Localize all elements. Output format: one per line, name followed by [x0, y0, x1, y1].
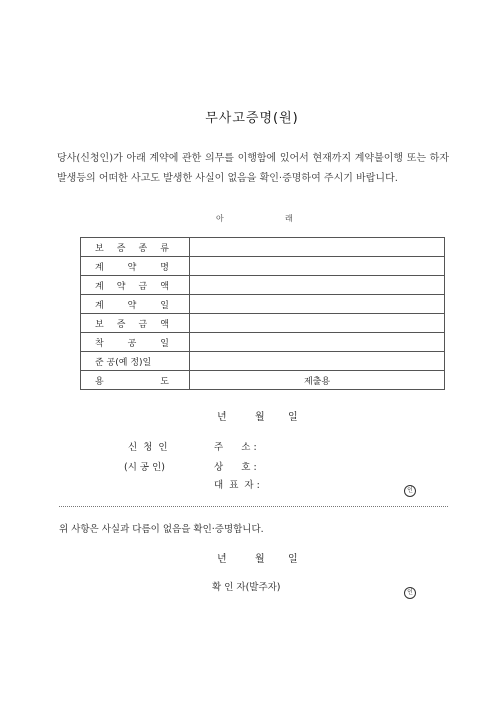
label-char: 금 — [138, 281, 148, 292]
row-value — [190, 257, 445, 276]
confirm-date-month: 월 — [255, 554, 265, 565]
label-char: 증 — [116, 319, 126, 330]
table-row — [81, 238, 445, 257]
label-char: 보 — [95, 243, 104, 254]
label-char: 일 — [160, 300, 169, 311]
date-month: 월 — [255, 412, 265, 423]
row-label — [81, 238, 190, 257]
confirmer-label: 확 인 자(발주자) — [212, 582, 281, 593]
representative-field: 대 표 자 : — [214, 480, 260, 491]
table-row — [81, 352, 445, 371]
row-label — [81, 314, 190, 333]
row-value — [190, 276, 445, 295]
divider-dotted — [59, 506, 448, 507]
label-char: 준 공(예 정)일 — [95, 357, 152, 368]
label-char: 용 — [95, 376, 104, 387]
table-row — [81, 371, 445, 390]
table-row — [81, 276, 445, 295]
table-row — [81, 295, 445, 314]
label-char: 약 — [127, 262, 137, 273]
ahrae-right: 래 — [285, 214, 293, 223]
table-row — [81, 314, 445, 333]
row-label-text — [81, 336, 189, 349]
label-char: 착 — [95, 338, 104, 349]
confirmer-seal — [404, 579, 416, 599]
row-label-text — [81, 355, 189, 368]
row-value — [190, 333, 445, 352]
seal-icon: 인 — [404, 485, 416, 497]
row-value — [190, 295, 445, 314]
label-char: 계 — [95, 281, 104, 292]
row-value — [190, 238, 445, 257]
confirm-statement: 위 사항은 사실과 다름이 없음을 확인·증명합니다. — [59, 524, 264, 535]
row-label — [81, 333, 190, 352]
document-title: 무사고증명(원) — [205, 111, 299, 126]
table-row — [81, 333, 445, 352]
confirm-date-year: 년 — [217, 554, 227, 565]
row-label — [81, 352, 190, 371]
row-label — [81, 276, 190, 295]
label-char: 일 — [160, 338, 169, 349]
ahrae-left: 아 — [216, 214, 224, 223]
row-label-text — [81, 298, 189, 311]
label-char: 계 — [95, 300, 104, 311]
intro-paragraph: 당사(신청인)가 아래 계약에 관한 의무를 이행함에 있어서 현재까지 계약불이행 또는 하자발생등의 어떠한 사고도 발생한 사실이 없음을 확인·증명하여 주시기 바랍니다. — [57, 153, 449, 184]
seal-icon: 인 — [404, 587, 416, 599]
row-label — [81, 257, 190, 276]
row-label-text — [81, 317, 189, 330]
date-year: 년 — [217, 412, 227, 423]
row-label-text — [81, 260, 189, 273]
row-value — [190, 314, 445, 333]
label-char: 액 — [160, 319, 169, 330]
row-label — [81, 371, 190, 390]
row-label-text — [81, 374, 189, 387]
label-char: 류 — [160, 243, 169, 254]
label-char: 약 — [116, 281, 126, 292]
row-value — [190, 352, 445, 371]
row-label-text — [81, 279, 189, 292]
row-label — [81, 295, 190, 314]
label-char: 보 — [95, 319, 104, 330]
label-char: 금 — [138, 319, 148, 330]
confirm-date-day: 일 — [288, 554, 298, 565]
label-char: 공 — [127, 338, 137, 349]
applicant-label: 신 청 인 — [128, 442, 168, 453]
row-label-text — [81, 241, 189, 254]
label-char: 액 — [160, 281, 169, 292]
address-field: 주 소 : — [214, 442, 257, 453]
applicant-sublabel: (시 공 인) — [124, 462, 165, 473]
label-char: 명 — [160, 262, 169, 273]
label-char: 약 — [127, 300, 137, 311]
contract-info-table — [80, 237, 445, 390]
applicant-seal — [404, 477, 416, 497]
row-value: 제출용 — [190, 371, 445, 390]
label-char: 증 — [116, 243, 126, 254]
label-char: 계 — [95, 262, 104, 273]
date-day: 일 — [288, 412, 298, 423]
label-char: 도 — [160, 376, 169, 387]
company-field: 상 호 : — [214, 462, 257, 473]
table-row — [81, 257, 445, 276]
label-char: 종 — [138, 243, 148, 254]
